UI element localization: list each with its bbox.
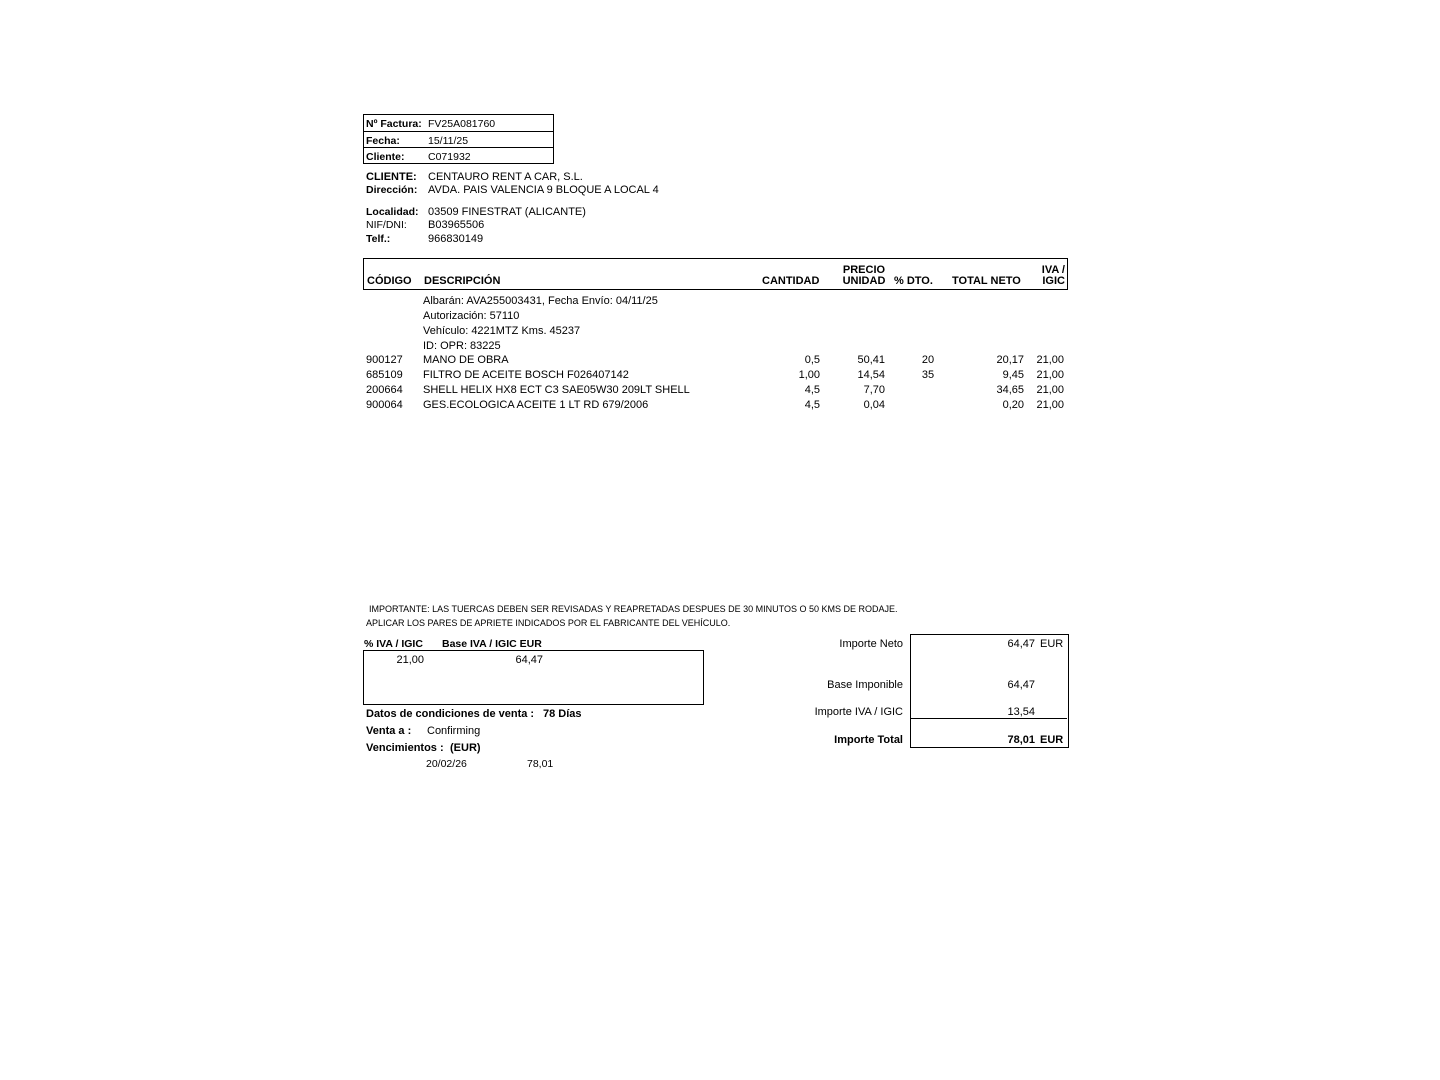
sale-conditions-label: Datos de condiciones de venta :	[366, 708, 535, 720]
due-label: Vencimientos :	[366, 742, 444, 754]
sale-to-value: Confirming	[427, 725, 481, 737]
header-discount: % DTO.	[894, 275, 933, 287]
due-amount: 78,01	[527, 758, 554, 770]
header-quantity: CANTIDAD	[762, 275, 820, 287]
row-quantity: 1,00	[798, 369, 820, 381]
total-currency: EUR	[1040, 734, 1064, 746]
customer-name-label: CLIENTE:	[366, 171, 417, 183]
row-quantity: 4,5	[804, 399, 820, 411]
sale-conditions-value: 78 Días	[543, 708, 582, 720]
customer-address-label: Dirección:	[366, 184, 418, 196]
row-code: 200664	[366, 384, 403, 396]
invoice-client-code: C071932	[428, 151, 471, 163]
important-line-2: APLICAR LOS PARES DE APRIETE INDICADOS POR EL FABRICANTE DEL VEHÍCULO.	[366, 618, 731, 628]
vat-amount-label: Importe IVA / IGIC	[814, 706, 903, 718]
row-quantity: 4,5	[804, 384, 820, 396]
customer-phone: 966830149	[428, 233, 484, 245]
customer-name: CENTAURO RENT A CAR, S.L.	[428, 171, 583, 183]
invoice-date-label: Fecha:	[366, 135, 400, 147]
row-description: SHELL HELIX HX8 ECT C3 SAE05W30 209LT SHELL	[423, 384, 690, 396]
invoice-number-label: Nº Factura:	[366, 118, 422, 130]
header-vat-2: IGIC	[1042, 275, 1065, 287]
customer-address: AVDA. PAIS VALENCIA 9 BLOQUE A LOCAL 4	[428, 184, 659, 196]
row-net-total: 0,20	[1002, 399, 1024, 411]
row-unit-price: 7,70	[863, 384, 885, 396]
lines-table-header	[363, 258, 1068, 290]
vat-amount: 13,54	[1007, 706, 1035, 718]
row-unit-price: 14,54	[857, 369, 885, 381]
table-row	[0, 369, 1440, 384]
table-row	[0, 354, 1440, 369]
row-vat: 21,00	[1036, 354, 1064, 366]
row-unit-price: 50,41	[857, 354, 885, 366]
invoice-client-row	[364, 147, 553, 164]
total-amount: 78,01	[1007, 734, 1035, 746]
table-row	[0, 384, 1440, 399]
row-description: GES.ECOLOGICA ACEITE 1 LT RD 679/2006	[423, 399, 649, 411]
customer-nif: B03965506	[428, 219, 485, 231]
note-delivery: Albarán: AVA255003431, Fecha Envío: 04/11/25	[423, 295, 658, 307]
vat-base: 64,47	[515, 654, 543, 666]
row-vat: 21,00	[1036, 369, 1064, 381]
invoice-info-box	[363, 114, 554, 164]
row-vat: 21,00	[1036, 399, 1064, 411]
row-code: 900127	[366, 354, 403, 366]
customer-locality-label: Localidad:	[366, 206, 419, 218]
important-line-1: IMPORTANTE: LAS TUERCAS DEBEN SER REVISADAS Y REAPRETADAS DESPUES DE 30 MINUTOS O 50 KMS DE RODAJE.	[369, 604, 898, 614]
note-vehicle: Vehículo: 4221MTZ Kms. 45237	[423, 325, 581, 337]
invoice-number-row	[364, 115, 553, 131]
note-authorization: Autorización: 57110	[423, 310, 520, 322]
header-description: DESCRIPCIÓN	[424, 275, 501, 287]
row-description: FILTRO DE ACEITE BOSCH F026407142	[423, 369, 629, 381]
row-discount: 20	[921, 354, 935, 366]
row-net-total: 9,45	[1002, 369, 1024, 381]
row-unit-price: 0,04	[863, 399, 885, 411]
row-quantity: 0,5	[804, 354, 820, 366]
row-code: 900064	[366, 399, 403, 411]
sale-to-label: Venta a :	[366, 725, 412, 737]
table-row	[0, 399, 1440, 414]
row-discount: 35	[921, 369, 935, 381]
due-currency: (EUR)	[450, 742, 481, 754]
row-code: 685109	[366, 369, 403, 381]
taxable-amount: 64,47	[1007, 679, 1035, 691]
total-label: Importe Total	[834, 734, 903, 746]
header-code: CÓDIGO	[367, 275, 412, 287]
header-net-total: TOTAL NETO	[952, 275, 1021, 287]
due-date: 20/02/26	[426, 758, 467, 770]
header-vat-1: IVA /	[1041, 264, 1065, 276]
row-description: MANO DE OBRA	[423, 354, 509, 366]
vat-pct-header: % IVA / IGIC	[364, 638, 423, 650]
net-amount: 64,47	[1007, 638, 1035, 650]
header-unit-price-1: PRECIO	[842, 264, 886, 276]
net-currency: EUR	[1040, 638, 1064, 650]
totals-box	[910, 634, 1069, 748]
customer-phone-label: Telf.:	[366, 233, 391, 245]
header-unit-price-2: UNIDAD	[842, 275, 886, 287]
invoice-date: 15/11/25	[428, 135, 469, 147]
totals-divider	[910, 718, 1067, 719]
customer-nif-label: NIF/DNI:	[366, 219, 407, 231]
row-net-total: 34,65	[996, 384, 1024, 396]
net-label: Importe Neto	[839, 638, 903, 650]
invoice-number: FV25A081760	[428, 118, 496, 130]
row-vat: 21,00	[1036, 384, 1064, 396]
invoice-client-label: Cliente:	[366, 151, 405, 163]
customer-locality: 03509 FINESTRAT (ALICANTE)	[428, 206, 586, 218]
note-id: ID: OPR: 83225	[423, 340, 501, 352]
vat-pct: 21,00	[396, 654, 424, 666]
invoice-date-row	[364, 131, 553, 148]
vat-base-header: Base IVA / IGIC EUR	[442, 638, 542, 650]
taxable-label: Base Imponible	[827, 679, 903, 691]
row-net-total: 20,17	[996, 354, 1024, 366]
